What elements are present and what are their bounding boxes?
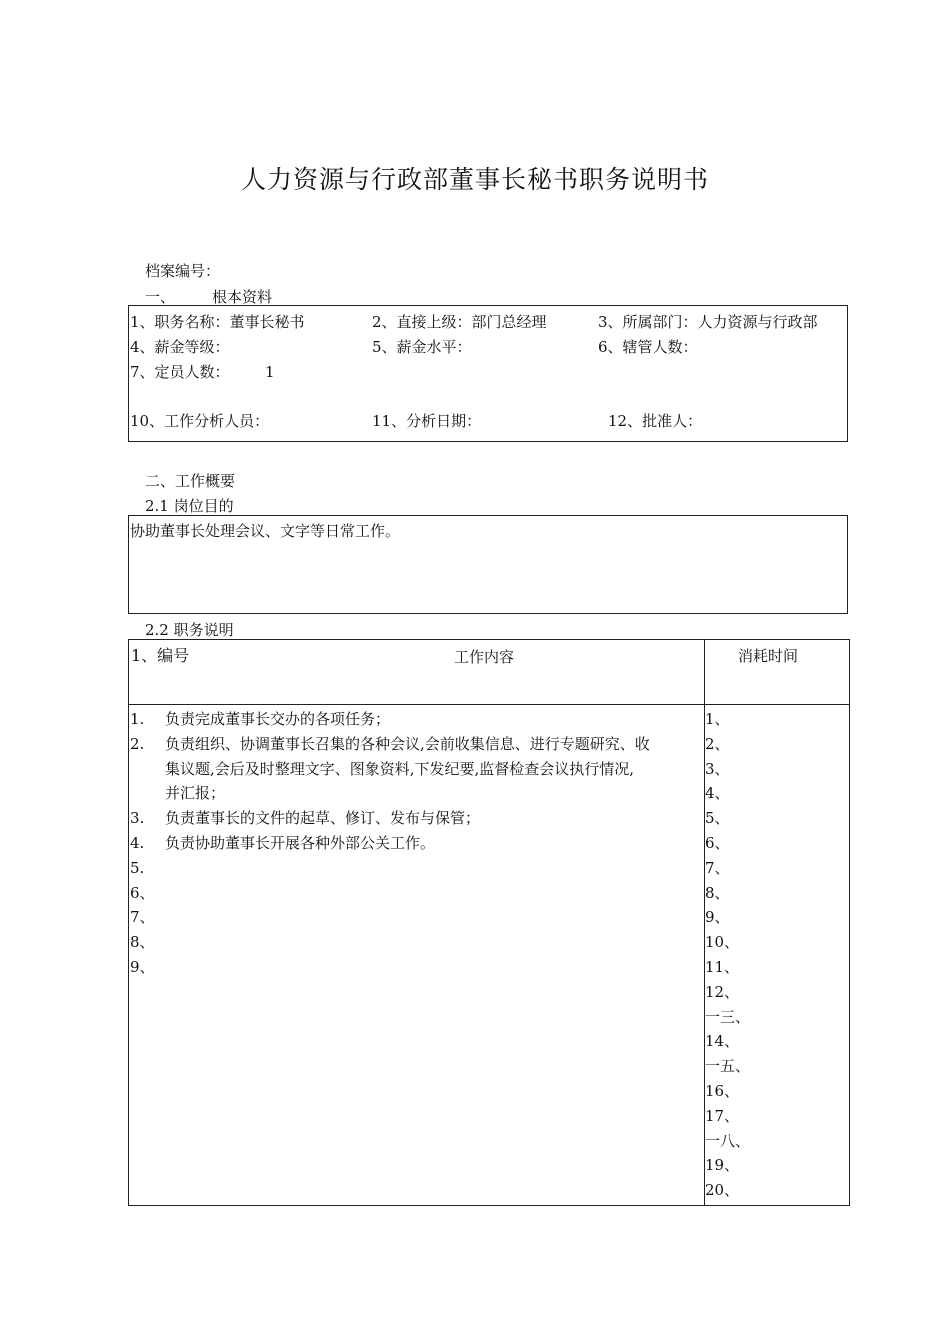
duty-item-text: 负责协助董事长开展各种外部公关工作。 (165, 834, 436, 852)
time-row: 14、 (705, 1032, 740, 1051)
time-row: 17、 (705, 1106, 740, 1125)
basic-info-table (128, 305, 848, 442)
time-row: 一五、 (705, 1057, 751, 1076)
duty-item-number: 9、 (130, 958, 155, 976)
superior-field: 2、直接上级：部门总经理 (372, 313, 547, 331)
time-row: 11、 (705, 958, 740, 976)
time-row: 9、 (705, 908, 730, 927)
time-row: 7、 (705, 858, 730, 877)
job-name-field: 1、职务名称：董事长秘书 (130, 313, 305, 331)
duty-item-text: 集议题,会后及时整理文字、图象资料,下发纪要,监督检查会议执行情况, (165, 759, 635, 778)
duty-item-number: 8、 (130, 933, 155, 952)
duty-item-text: 并汇报； (165, 784, 226, 803)
subordinates-field: 6、辖管人数： (598, 338, 698, 356)
approver-field: 12、批准人： (608, 412, 703, 430)
file-number-label: 档案编号： (145, 262, 221, 280)
time-row: 10、 (705, 933, 740, 952)
column-header-time: 消耗时间 (738, 647, 799, 665)
document-title: 人力资源与行政部董事长秘书职务说明书 (240, 165, 709, 194)
purpose-text: 协助董事长处理会议、文字等日常工作。 (130, 522, 401, 540)
time-row: 8、 (705, 883, 730, 902)
time-row: 1、 (705, 710, 730, 728)
time-row: 12、 (705, 982, 740, 1001)
duties-heading: 2.2 职务说明 (145, 621, 234, 639)
time-row: 一八、 (705, 1131, 751, 1150)
duty-item-number: 3. (130, 809, 145, 828)
section2-title: 二、工作概要 (145, 472, 236, 490)
time-row: 19、 (705, 1156, 740, 1175)
time-row: 一三、 (705, 1007, 751, 1026)
headcount-field: 7、定员人数： (130, 363, 230, 381)
time-row: 3、 (705, 759, 730, 778)
analyst-field: 10、工作分析人员： (130, 412, 270, 430)
duty-item-text: 负责董事长的文件的起草、修订、发布与保管； (165, 809, 481, 828)
duties-table (128, 639, 850, 1206)
duty-item-number: 1. (130, 710, 145, 728)
header-divider (129, 704, 849, 705)
column-header-number: 1、编号 (131, 646, 190, 665)
section1-title: 根本资料 (212, 288, 273, 306)
time-row: 6、 (705, 834, 730, 852)
headcount-value: 1 (265, 363, 275, 381)
time-row: 2、 (705, 734, 730, 753)
duty-item-number: 2. (130, 734, 145, 753)
purpose-heading: 2.1 岗位目的 (145, 497, 234, 515)
duty-item-number: 7、 (130, 908, 155, 927)
salary-level-field: 5、薪金水平： (372, 338, 472, 356)
section1-number: 一、 (145, 288, 176, 306)
analysis-date-field: 11、分析日期： (372, 412, 482, 430)
duty-item-number: 6、 (130, 883, 155, 902)
column-header-content: 工作内容 (454, 648, 515, 666)
time-row: 20、 (705, 1181, 740, 1200)
purpose-box (128, 515, 848, 614)
time-row: 16、 (705, 1082, 740, 1100)
time-row: 4、 (705, 784, 730, 803)
time-row: 5、 (705, 809, 730, 828)
duty-item-text: 负责完成董事长交办的各项任务； (165, 710, 391, 728)
salary-grade-field: 4、薪金等级： (130, 338, 230, 356)
duty-item-text: 负责组织、协调董事长召集的各种会议,会前收集信息、进行专题研究、收 (165, 734, 650, 753)
duty-item-number: 4. (130, 834, 145, 852)
duty-item-number: 5. (130, 858, 145, 877)
department-field: 3、所属部门：人力资源与行政部 (598, 313, 818, 331)
